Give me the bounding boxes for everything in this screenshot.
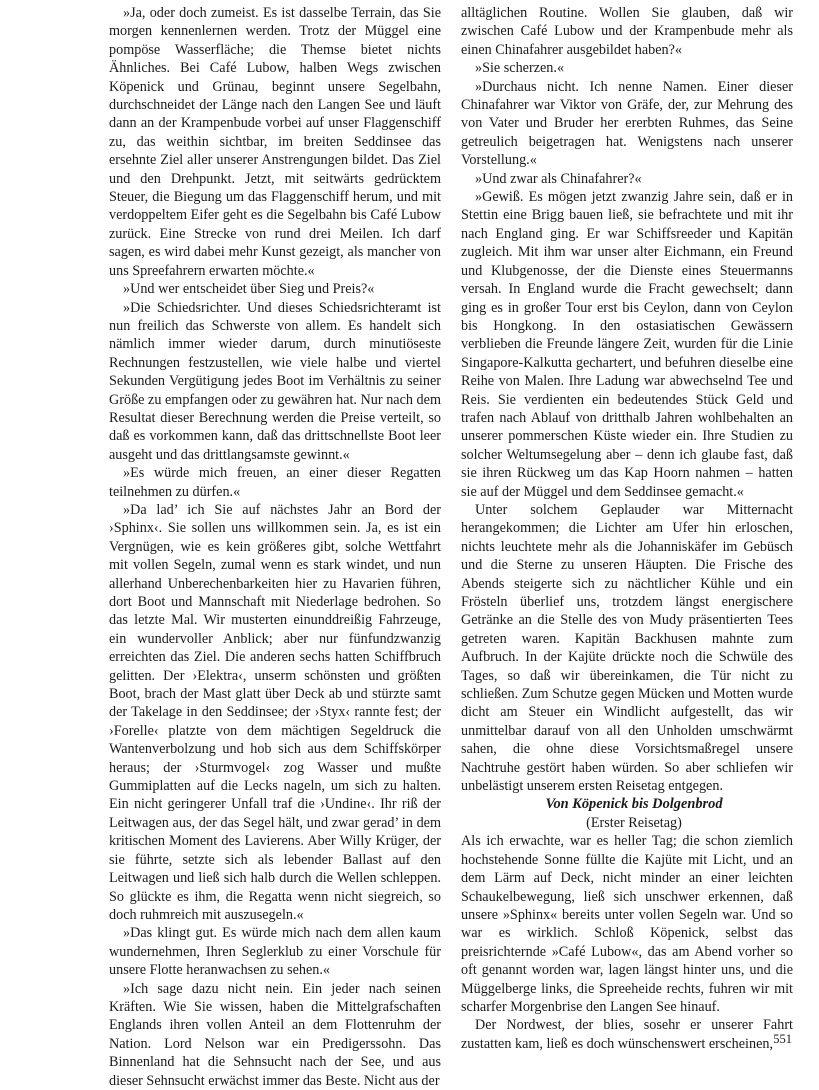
left-text-column: [109, 4, 441, 1090]
paragraph: »Es würde mich freuen, an einer dieser Regatten teilnehmen zu dürfen.«: [109, 465, 441, 500]
paragraph: »Die Schiedsrichter. Und dieses Schiedsrichteramt ist nun freilich das Schwerste von allem. Es handelt sich nämlich immer wieder darum, durch minutiöseste Rechnungen festzustellen, wie viele halbe und viertel Sekunden Vergütigung jedes Boot im Verhältnis zu seiner Größe zu empfangen oder zu gewähren hat. Nur nach dem Resultat dieser Berechnung werden die Preise verteilt, so daß es vorkommen kann, daß das drittschnellste Boot leer ausgeht und das drittlangsamste gewinnt.«: [109, 299, 441, 463]
paragraph: »Da lad’ ich Sie auf nächstes Jahr an Bord der ›Sphinx‹. Sie sollen uns willkommen sein. Ja, es ist ein Vergnügen, wie es kein größeres gibt, solche Wettfahrt mit vollen Segeln, zumal wenn es stark windet, und nun allerhand Unberechenbarkeiten hier zu Havarien führen, dort Boot und Mannschaft mit Niederlage bedrohen. So das letzte Mal. Wir musterten einunddreißig Fahrzeuge, ein wundervoller Anblick; aber nur fünfundzwanzig erreichten das Ziel. Die anderen sechs hatten Schiffbruch gelitten. Der ›Elektra‹, unserm schönsten und größten Boot, brach der Mast glatt über Deck ab und stürzte samt der Takelage in den Seddinsee; der ›Styx‹ rannte fest; der ›Forelle‹ platzte von dem mächtigen Segeldruck die Wantenverbolzung und hob sich aus dem Schiffskörper heraus; der ›Sturmvogel‹ zog Wasser und mußte Gummiplatten auf die Lecks nageln, um sich zu halten. Ein nicht geringerer Unfall traf die ›Undine‹. Ihr riß der Leitwagen aus, der das Segel hält, und zwar gerad’ in dem kritischen Moment des Lavierens. Aber Willy Krüger, der sie führte, setzte sich als lebender Ballast auf den Leitwagen und ließ sich halb durch die Wellen schleppen. So glückte es ihm, die Regatta wenn nicht siegreich, so doch ruhmreich mit auszusegeln.«: [109, 501, 441, 923]
paragraph: »Durchaus nicht. Ich nenne Namen. Einer dieser Chinafahrer war Viktor von Gräfe, der, zur Mehrung des von Vater und Bruder her ererbten Ruhmes, das Seine getreulich beigetragen hat. Wenigstens nach unserer Vorstellung.«: [461, 78, 793, 169]
paragraph: »Und wer entscheidet über Sieg und Preis?«: [123, 281, 375, 298]
paragraph-first: Als ich erwachte, war es heller Tag; die schon ziemlich hochstehende Sonne füllte die Kajüte mit Licht, und an dem Lärm auf Deck, nicht minder an einer leichten Schaukelbewegung, ließ sich unschwer erkennen, daß unsere »Sphinx« bereits unter vollen Segeln war. Und so war es wirklich. Schloß Köpenick, selbst das preisrichternde »Café Lubow«, das am Abend vorher so oft genannt worden war, lagen längst hinter uns, und die Müggelberge links, die Spreeheide rechts, fuhren wir mit scharfer Morgenbrise den Langen See hinauf.: [461, 833, 793, 1015]
section-subheading: (Erster Reisetag): [586, 814, 682, 831]
right-text-column: [461, 4, 793, 1053]
paragraph: Unter solchem Geplauder war Mitternacht herangekommen; die Lichter am Ufer hin erloschen, nichts leuchtete mehr als die Johanniskäfer im Gebüsch und die Sterne zu unseren Häupten. Die Frische des Abends steigerte sich zu nächtlicher Kühle und ein Frösteln überlief uns, trotzdem längst energischere Getränke an die Stelle des von Mudy präsentierten Tees getreten waren. Kapitän Backhusen mahnte zum Aufbruch. In der Kajüte drückte noch die Schwüle des Tages, so daß wir übereinkamen, die Tür nicht zu schließen. Zum Schutze gegen Mücken und Motten wurde dicht am Steuer ein Windlicht aufgestellt, das wir unmittelbar darauf von all den Unholden umschwärmt sahen, die ohne diese Vorsichtsmaßregel unsere Nachtruhe gestört haben würden. So aber schliefen wir unbelästigt unserem ersten Reisetag entgegen.: [461, 501, 793, 795]
paragraph: »Gewiß. Es mögen jetzt zwanzig Jahre sein, daß er in Stettin eine Brigg bauen ließ, sie befrachtete und mit ihr nach England ging. Er war Schiffsreeder und Kapitän zugleich. Mit ihm war unser alter Eichmann, ein Freund und Klubgenosse, der die Dienste eines Steuermanns versah. In England wurde die Fracht gewechselt; dann ging es in großer Tour erst bis Ceylon, dann von Ceylon bis Hongkong. In den ostasiatischen Gewässern verblieben die Freunde längere Zeit, wurden für die Linie Singapore-Kalkutta gechartert, und befuhren dieselbe eine Reihe von Malen. Ihre Ladung war abwechselnd Tee und Reis. Sie verdienten ein bedeutendes Stück Geld und trafen nach Ablauf von dritthalb Jahren wohlbehalten an unserer pommerschen Küste wieder ein. Ihre Studien zu solcher Weltumsegelung aber – denn ich glaube fast, daß sie ihren Rückweg um das Kap Hoorn nahmen – hatten sie auf der Müggel und dem Seddinsee gemacht.«: [461, 189, 793, 500]
section-heading: Von Köpenick bis Dolgenbrod: [545, 796, 723, 813]
paragraph: »Ich sage dazu nicht nein. Ein jeder nach seinen Kräften. Wie Sie wissen, haben die Mittelgrafschaften Englands ihren vollen Anteil an dem Flottenruhm der Nation. Lord Nelson war ein Predigerssohn. Das Binnenland hat die Sehnsucht nach der See, und aus dieser Sehnsucht erwächst immer das Beste. Nicht aus der: [109, 980, 441, 1089]
paragraph: »Und zwar als Chinafahrer?«: [475, 170, 642, 187]
paragraph: »Das klingt gut. Es würde mich nach dem allen kaum wundernehmen, Ihren Seglerklub zu einer Vorschule für unsere Flotte heranwachsen zu sehen.«: [109, 925, 441, 979]
page-number: 551: [773, 1032, 792, 1046]
paragraph: »Ja, oder doch zumeist. Es ist dasselbe Terrain, das Sie morgen kennenlernen werden. Trotz der Müggel eine pompöse Wasserfläche; die Themse bietet nichts Ähnliches. Bei Café Lubow, halben Wegs zwischen Köpenick und Grünau, beginnt unsere Segelbahn, durchschneidet der Länge nach den Langen See und läuft dann an der Krampenbude vorbei auf unser Flaggenschiff zu, das weithin sichtbar, im breiten Seddinsee das ersehnte Ziel aller unserer Anstrengungen bildet. Das Ziel und den Drehpunkt. Jetzt, mit seitwärts gedrücktem Steuer, die Biegung um das Flaggenschiff herum, und mit verdoppeltem Eifer geht es die Segelbahn bis Café Lubow zurück. Eine Strecke von rund drei Meilen. Ich darf sagen, es wird dabei mehr Kunst gezeigt, als mancher von uns Spreefahrern erwarten möchte.«: [109, 5, 441, 279]
paragraph: Der Nordwest, der blies, sosehr er unserer Fahrt zustatten kam, ließ es doch wünschenswert erscheinen,: [461, 1017, 793, 1052]
paragraph-continued: alltäglichen Routine. Wollen Sie glauben, daß wir zwischen Café Lubow und der Krampenbude mehr als einen Chinafahrer ausgebildet haben?«: [461, 5, 793, 58]
paragraph: »Sie scherzen.«: [475, 60, 565, 77]
